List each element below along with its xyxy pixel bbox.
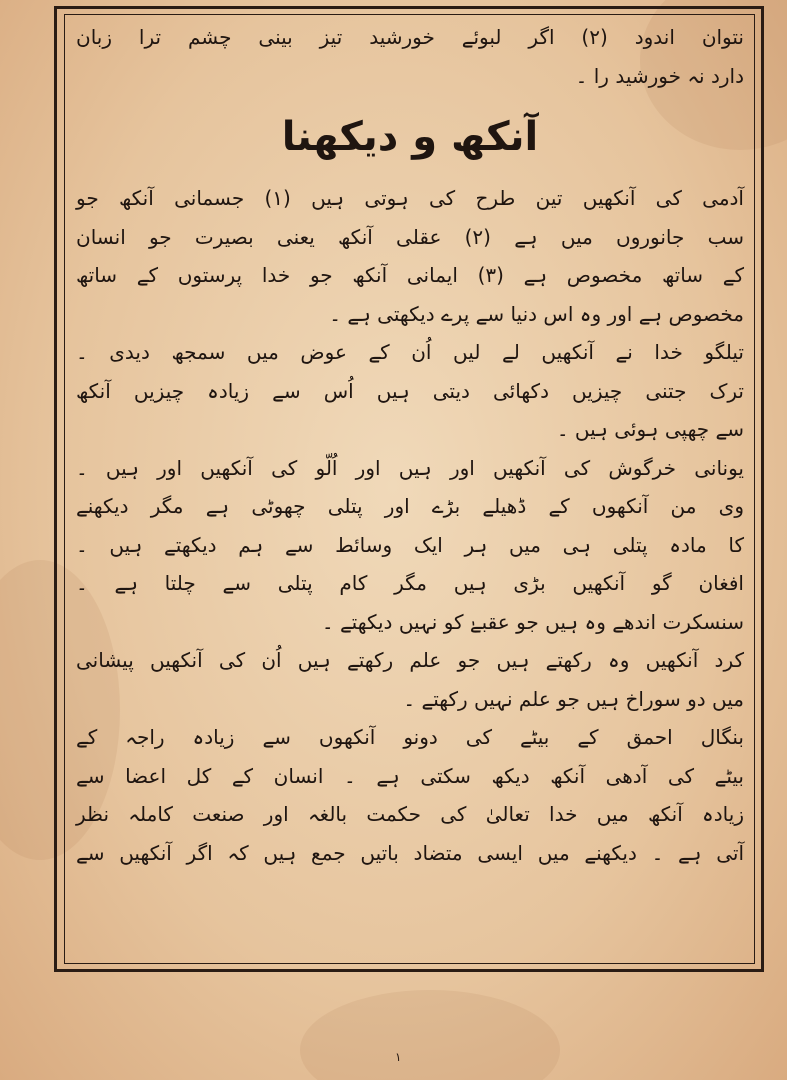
text-line: وی من آنکھوں کے ڈھیلے بڑے اور پتلی چھوٹی ہے مگر دیکھنے — [76, 494, 744, 518]
paper-stain — [300, 990, 560, 1080]
text-line: آدمی کی آنکھیں تین طرح کی ہوتی ہیں (۱) جسمانی آنکھ جو — [76, 186, 744, 210]
text-line: زیادہ آنکھ میں خدا تعالیٰ کی حکمت بالغہ اور صنعت کاملہ نظر — [76, 802, 744, 826]
text-line: کے ساتھ مخصوص ہے (۳) ایمانی آنکھ جو خدا پرستوں کے ساتھ — [76, 263, 744, 287]
text-line: بیٹے کی آدھی آنکھ دیکھ سکتی ہے ۔ انسان کے کل اعضا سے — [76, 763, 744, 788]
text-block — [70, 18, 750, 872]
text-line: کرد آنکھیں وہ رکھتے ہیں جو علم رکھتے ہیں اُن کی آنکھیں پیشانی — [76, 648, 744, 672]
text-line: سنسکرت اندھے وہ ہیں جو عقبےٰ کو نہیں دیکھتے ۔ — [321, 609, 744, 634]
section-heading: آنکھ و دیکھنا — [281, 114, 539, 160]
text-line: نتوان اندود (۲) اگر لبوئے خورشید تیز بینی چشم ترا زبان — [76, 25, 744, 49]
text-line: مخصوص ہے اور وہ اس دنیا سے پرے دیکھتی ہے ۔ — [329, 301, 744, 326]
text-line: دارد نہ خورشید را ۔ — [575, 63, 744, 88]
text-line: تیلگو خدا نے آنکھیں لے لیں اُن کے عوض میں سمجھ دیدی ۔ — [76, 340, 744, 364]
text-line: افغان گو آنکھیں بڑی ہیں مگر کام پتلی سے چلتا ہے ۔ — [76, 571, 744, 595]
text-line: سے چھپی ہوئی ہیں ۔ — [556, 417, 744, 441]
text-line: میں دو سوراخ ہیں جو علم نہیں رکھتے ۔ — [403, 686, 744, 711]
text-line: یونانی خرگوش کی آنکھیں اور ہیں اور اُلّو کی آنکھیں اور ہیں ۔ — [76, 455, 744, 480]
text-line: سب جانوروں میں ہے (۲) عقلی آنکھ یعنی بصیرت جو انسان — [76, 224, 745, 249]
text-line: ترک جتنی چیزیں دکھائی دیتی ہیں اُس سے زیادہ چیزیں آنکھ — [76, 378, 744, 403]
text-line: بنگال احمق کے بیٹے کی دونو آنکھوں سے زیادہ راجہ کے — [76, 725, 744, 749]
page-number: ۱ — [395, 1050, 402, 1064]
text-line: آتی ہے ۔ دیکھنے میں ایسی متضاد باتیں جمع ہیں کہ اگر آنکھیں سے — [76, 840, 744, 865]
text-line: کا مادہ پتلی ہی میں ہر ایک وسائط سے ہم دیکھتے ہیں ۔ — [76, 532, 744, 557]
